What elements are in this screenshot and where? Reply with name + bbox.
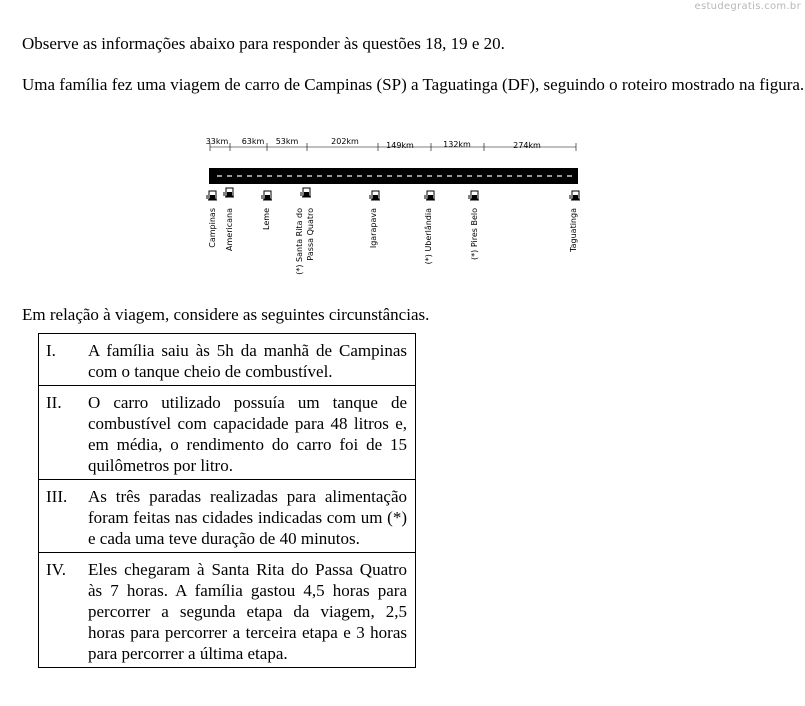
city-marker-icon [301, 188, 311, 197]
city-marker-icon [224, 188, 234, 197]
condition-row [39, 386, 416, 480]
city-markers [207, 188, 580, 200]
svg-text:Americana: Americana [225, 208, 234, 251]
segment-distance-label: 274km [513, 141, 541, 150]
svg-text:Igarapava: Igarapava [369, 208, 378, 249]
condition-row [39, 480, 416, 553]
city-label [225, 208, 234, 251]
segment-distance-label: 53km [275, 137, 299, 146]
conditions-table [38, 333, 416, 668]
segment-distance-label: 33km [205, 137, 229, 146]
condition-number: IV. [39, 553, 85, 668]
svg-text:Leme: Leme [262, 208, 271, 230]
city-marker-icon [370, 191, 380, 200]
city-label [424, 208, 433, 264]
problem-paragraph: Uma família fez uma viagem de carro de Campinas (SP) a Taguatinga (DF), seguindo o roteiro mostrado na figura. [22, 75, 805, 94]
road-bar [209, 168, 578, 184]
condition-text: O carro utilizado possuía um tanque de combustível com capacidade para 48 litros e, em média, o rendimento do carro foi de 15 quilômetros por litro. [84, 386, 416, 480]
svg-text:Taguatinga: Taguatinga [569, 208, 578, 252]
city-labels [208, 208, 578, 275]
city-marker-icon [425, 191, 435, 200]
segment-distance-label: 132km [443, 140, 471, 149]
segment-distance-label: 149km [386, 141, 414, 150]
city-label [262, 208, 271, 230]
city-label [369, 208, 378, 248]
condition-row [39, 553, 416, 668]
condition-text: Eles chegaram à Santa Rita do Passa Quatro às 7 horas. A família gastou 4,5 horas para percorrer a segunda etapa da viagem, 2,5 horas para percorrer a terceira etapa e 3 horas para percorrer a última etapa. [84, 553, 416, 668]
city-label [208, 208, 217, 248]
svg-text:(*) Santa Rita do: (*) Santa Rita do [295, 208, 304, 275]
distance-dimension-lines [206, 137, 576, 151]
condition-number: III. [39, 480, 85, 553]
condition-text: A família saiu às 5h da manhã de Campinas com o tanque cheio de combustível. [84, 334, 416, 386]
route-diagram [195, 128, 585, 278]
city-marker-icon [570, 191, 580, 200]
svg-text:Passa Quatro: Passa Quatro [306, 208, 315, 261]
condition-number: I. [39, 334, 85, 386]
condition-row [39, 334, 416, 386]
intro-text: Observe as informações abaixo para responder às questões 18, 19 e 20. [22, 34, 505, 53]
city-marker-icon [262, 191, 272, 200]
condition-number: II. [39, 386, 85, 480]
city-label [470, 208, 479, 260]
segment-distance-label: 202km [331, 137, 359, 146]
watermark: estudegratis.com.br [694, 1, 801, 12]
svg-text:(*) Pires Belo: (*) Pires Belo [470, 208, 479, 260]
city-label [295, 208, 315, 275]
segment-distance-label: 63km [241, 137, 265, 146]
condition-text: As três paradas realizadas para alimentação foram feitas nas cidades indicadas com um (*) e cada uma teve duração de 40 minutos. [84, 480, 416, 553]
city-label [569, 208, 578, 253]
road [209, 168, 578, 184]
svg-text:Campinas: Campinas [208, 208, 217, 248]
svg-text:(*) Uberlândia: (*) Uberlândia [424, 208, 433, 265]
consider-text: Em relação à viagem, considere as seguintes circunstâncias. [22, 305, 430, 324]
city-marker-icon [207, 191, 217, 200]
city-marker-icon [469, 191, 479, 200]
